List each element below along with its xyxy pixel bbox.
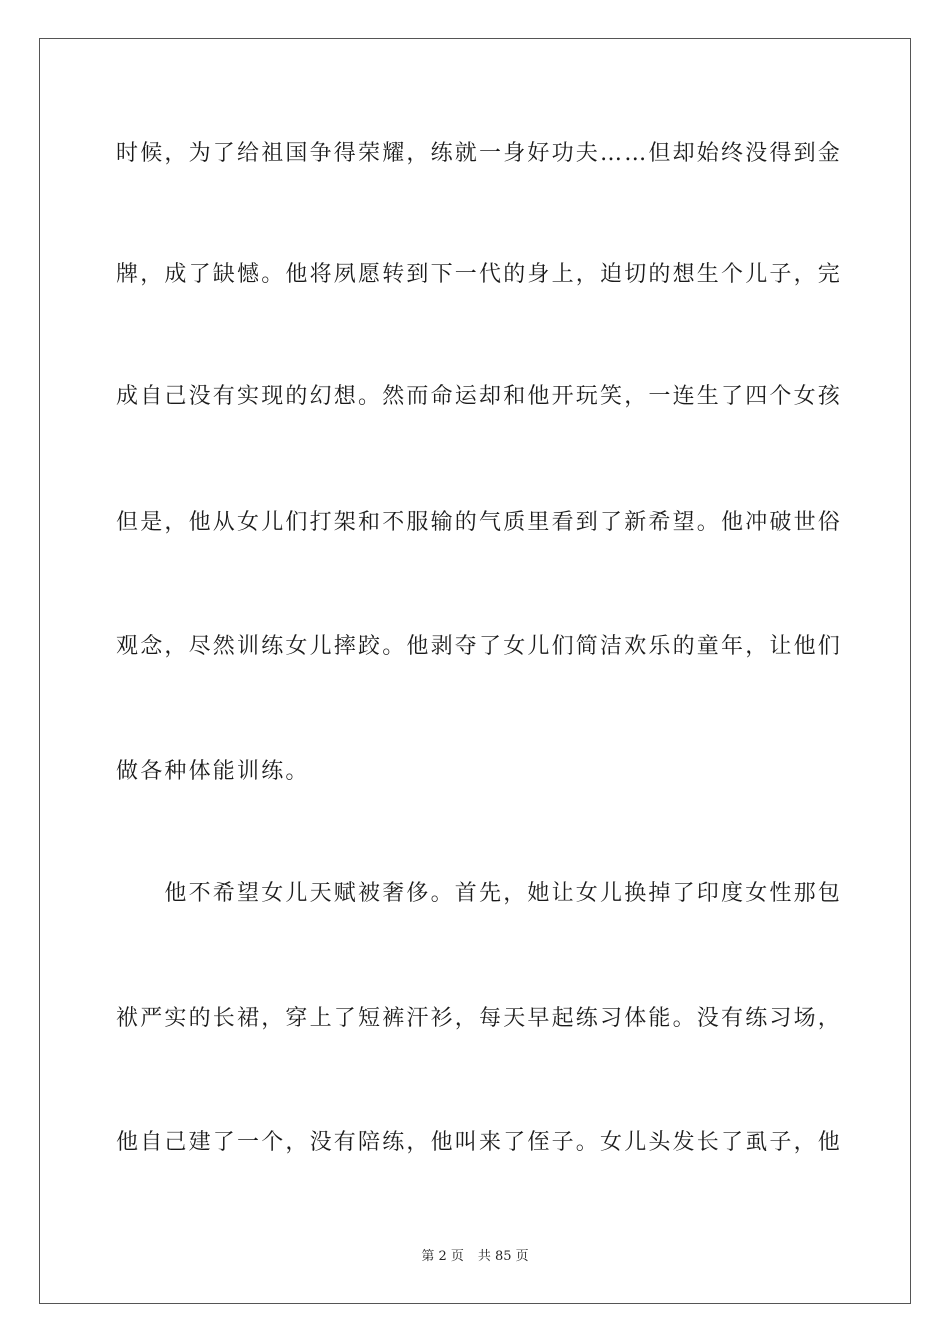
paragraph-line: 观念，尽然训练女儿摔跤。他剥夺了女儿们简洁欢乐的童年，让他们	[116, 634, 843, 659]
paragraph-line: 成自己没有实现的幻想。然而命运却和他开玩笑，一连生了四个女孩	[116, 384, 843, 409]
paragraph-line: 时候，为了给祖国争得荣耀，练就一身好功夫……但却始终没得到金	[116, 141, 843, 166]
page-number: 第 2 页	[421, 1249, 464, 1264]
paragraph-line: 做各种体能训练。	[116, 759, 310, 784]
page-footer	[0, 1248, 950, 1266]
paragraph-line: 袱严实的长裙，穿上了短裤汗衫，每天早起练习体能。没有练习场，	[116, 1006, 843, 1031]
total-pages: 共 85 页	[477, 1249, 529, 1264]
page-border	[39, 38, 911, 1304]
paragraph-line: 他自己建了一个，没有陪练，他叫来了侄子。女儿头发长了虱子，他	[116, 1130, 843, 1155]
paragraph-line: 牌，成了缺憾。他将夙愿转到下一代的身上，迫切的想生个儿子，完	[116, 262, 843, 287]
paragraph-line: 他不希望女儿天赋被奢侈。首先，她让女儿换掉了印度女性那包	[116, 881, 843, 906]
paragraph-line: 但是，他从女儿们打架和不服输的气质里看到了新希望。他冲破世俗	[116, 510, 843, 535]
